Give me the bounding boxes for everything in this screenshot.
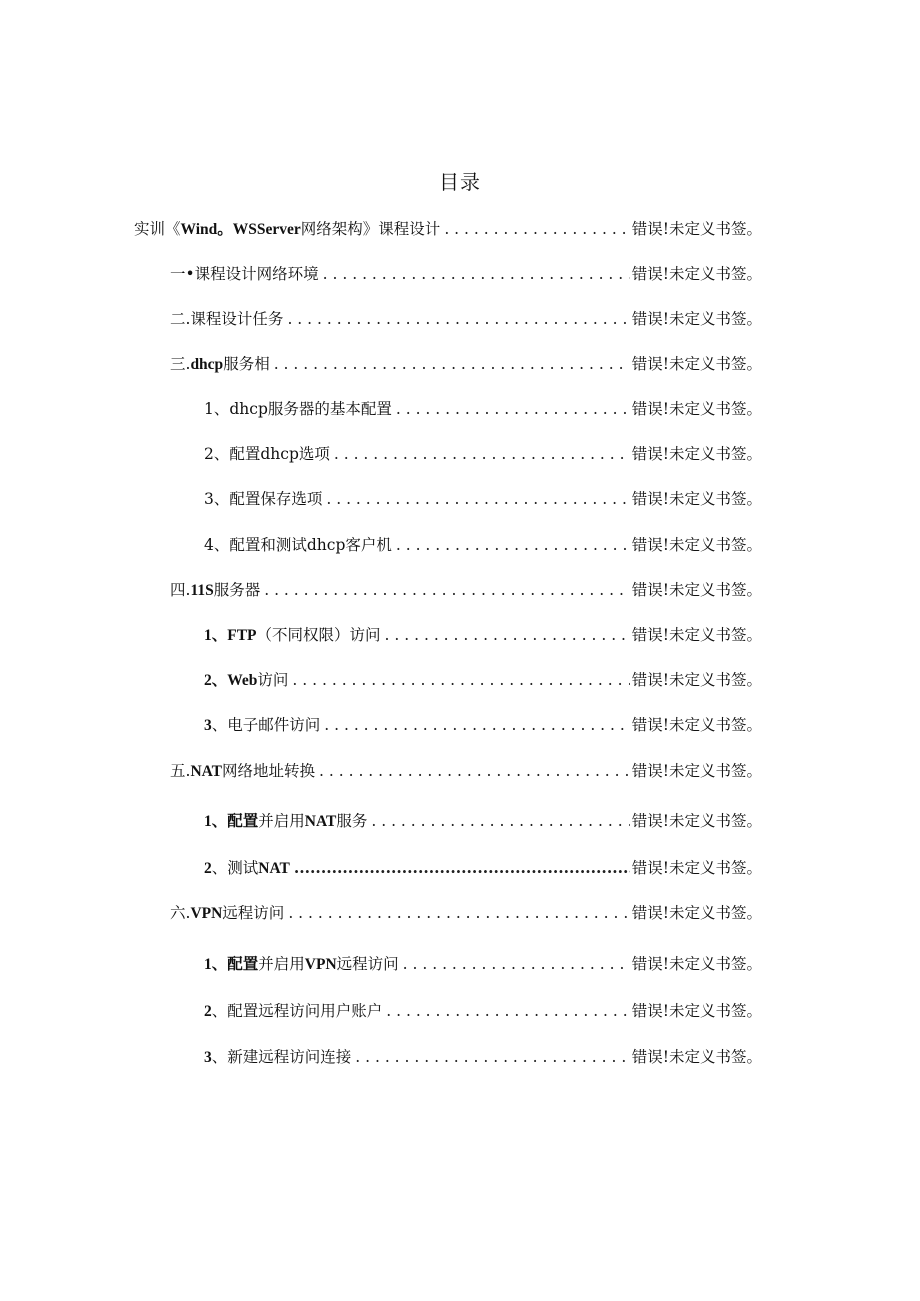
- toc-entry-vpn[interactable]: [170, 901, 762, 925]
- toc-entry-label: 3、新建远程访问连接: [204, 1048, 352, 1066]
- toc-entry-label: 实训《Wind。WSServer网络架构》课程设计: [134, 220, 441, 238]
- toc-page-ref: 错误!未定义书签。: [631, 955, 762, 973]
- toc-page-ref: 错误!未定义书签。: [631, 581, 762, 599]
- dot-leader: [324, 716, 630, 734]
- toc-entry-enable-vpn[interactable]: [204, 952, 762, 976]
- toc-page-ref: 错误!未定义书签。: [631, 1048, 762, 1066]
- toc-entry-iis-server[interactable]: [170, 578, 762, 602]
- toc-entry-label: 3、配置保存选项: [204, 490, 323, 508]
- toc-entry-dhcp-client[interactable]: [204, 533, 762, 557]
- dot-leader: [319, 762, 630, 780]
- toc-page-ref: 错误!未定义书签。: [631, 490, 762, 508]
- toc-entry-label: 2、配置dhcp选项: [204, 445, 330, 463]
- toc-entry-nat[interactable]: [170, 759, 762, 783]
- dot-leader: [396, 536, 630, 554]
- toc-page-ref: 错误!未定义书签。: [631, 1002, 762, 1020]
- toc-entry-dhcp-options[interactable]: [204, 442, 762, 466]
- toc-page-ref: 错误!未定义书签。: [631, 310, 762, 328]
- toc-title: 目录: [439, 170, 481, 194]
- toc-entry-label: 2、测试NAT: [204, 859, 290, 877]
- toc-page-ref: 错误!未定义书签。: [631, 265, 762, 283]
- toc-entry-new-remote-connection[interactable]: [204, 1045, 762, 1069]
- dot-leader: [292, 671, 629, 689]
- toc-page-ref: 错误!未定义书签。: [631, 904, 762, 922]
- toc-entry-dhcp-service[interactable]: [170, 352, 762, 376]
- dot-leader: [326, 490, 629, 508]
- toc-entry-label: 4、配置和测试dhcp客户机: [204, 536, 392, 554]
- toc-entry-enable-nat[interactable]: [204, 809, 762, 833]
- dot-leader: [371, 812, 629, 830]
- toc-page-ref: 错误!未定义书签。: [631, 400, 762, 418]
- toc-entry-email-access[interactable]: [204, 713, 762, 737]
- toc-entry-label: 3、电子邮件访问: [204, 716, 321, 734]
- toc-page-ref: 错误!未定义书签。: [631, 445, 762, 463]
- toc-entry-label: 1、配置并启用NAT服务: [204, 812, 368, 830]
- toc-page-ref: 错误!未定义书签。: [631, 859, 762, 877]
- dot-leader: [396, 400, 630, 418]
- toc-entry-label: 1、dhcp服务器的基本配置: [204, 400, 392, 418]
- dot-leader: [334, 445, 630, 463]
- toc-page-ref: 错误!未定义书签。: [631, 536, 762, 554]
- toc-entry-design-tasks[interactable]: [170, 307, 762, 331]
- dot-leader: [288, 904, 629, 922]
- toc-entry-remote-user-accounts[interactable]: [204, 999, 762, 1023]
- toc-entry-label: 二.课程设计任务: [170, 310, 284, 328]
- toc-entry-dhcp-basic-config[interactable]: [204, 397, 762, 421]
- dot-leader: [274, 355, 630, 373]
- toc-entry-test-nat[interactable]: [204, 856, 762, 880]
- toc-page-ref: 错误!未定义书签。: [631, 762, 762, 780]
- dot-leader: [287, 310, 629, 328]
- dot-leader: [444, 220, 629, 238]
- toc-entry-save-options[interactable]: [204, 487, 762, 511]
- dot-leader: [264, 581, 630, 599]
- toc-entry-label: 六.VPN远程访问: [170, 904, 285, 922]
- toc-page-ref: 错误!未定义书签。: [631, 716, 762, 734]
- toc-entry-ftp-access[interactable]: [204, 623, 762, 647]
- toc-entry-label: 四.11S服务器: [170, 581, 261, 599]
- toc-entry-course-design[interactable]: [134, 217, 762, 241]
- toc-page-ref: 错误!未定义书签。: [631, 220, 762, 238]
- toc-entry-label: 三.dhcp服务相: [170, 355, 270, 373]
- toc-entry-network-environment[interactable]: [170, 262, 762, 286]
- toc-entry-label: 2、Web访问: [204, 671, 289, 689]
- toc-entry-label: 五.NAT网络地址转换: [170, 762, 316, 780]
- toc-entry-label: 2、配置远程访问用户账户: [204, 1002, 383, 1020]
- toc-entry-label: 一•课程设计网络环境: [170, 265, 319, 283]
- dot-leader: [385, 626, 630, 644]
- toc-entry-label: 1、FTP（不同权限）访问: [204, 626, 381, 644]
- toc-page-ref: 错误!未定义书签。: [631, 812, 762, 830]
- dot-leader: [323, 265, 630, 283]
- dot-leader: [355, 1048, 630, 1066]
- toc-page-ref: 错误!未定义书签。: [631, 355, 762, 373]
- toc-entry-label: 1、配置并启用VPN远程访问: [204, 955, 399, 973]
- dot-leader: [294, 858, 630, 877]
- dot-leader: [403, 955, 630, 973]
- toc-entry-web-access[interactable]: [204, 668, 762, 692]
- toc-page-ref: 错误!未定义书签。: [631, 626, 762, 644]
- dot-leader: [386, 1002, 630, 1020]
- toc-page-ref: 错误!未定义书签。: [631, 671, 762, 689]
